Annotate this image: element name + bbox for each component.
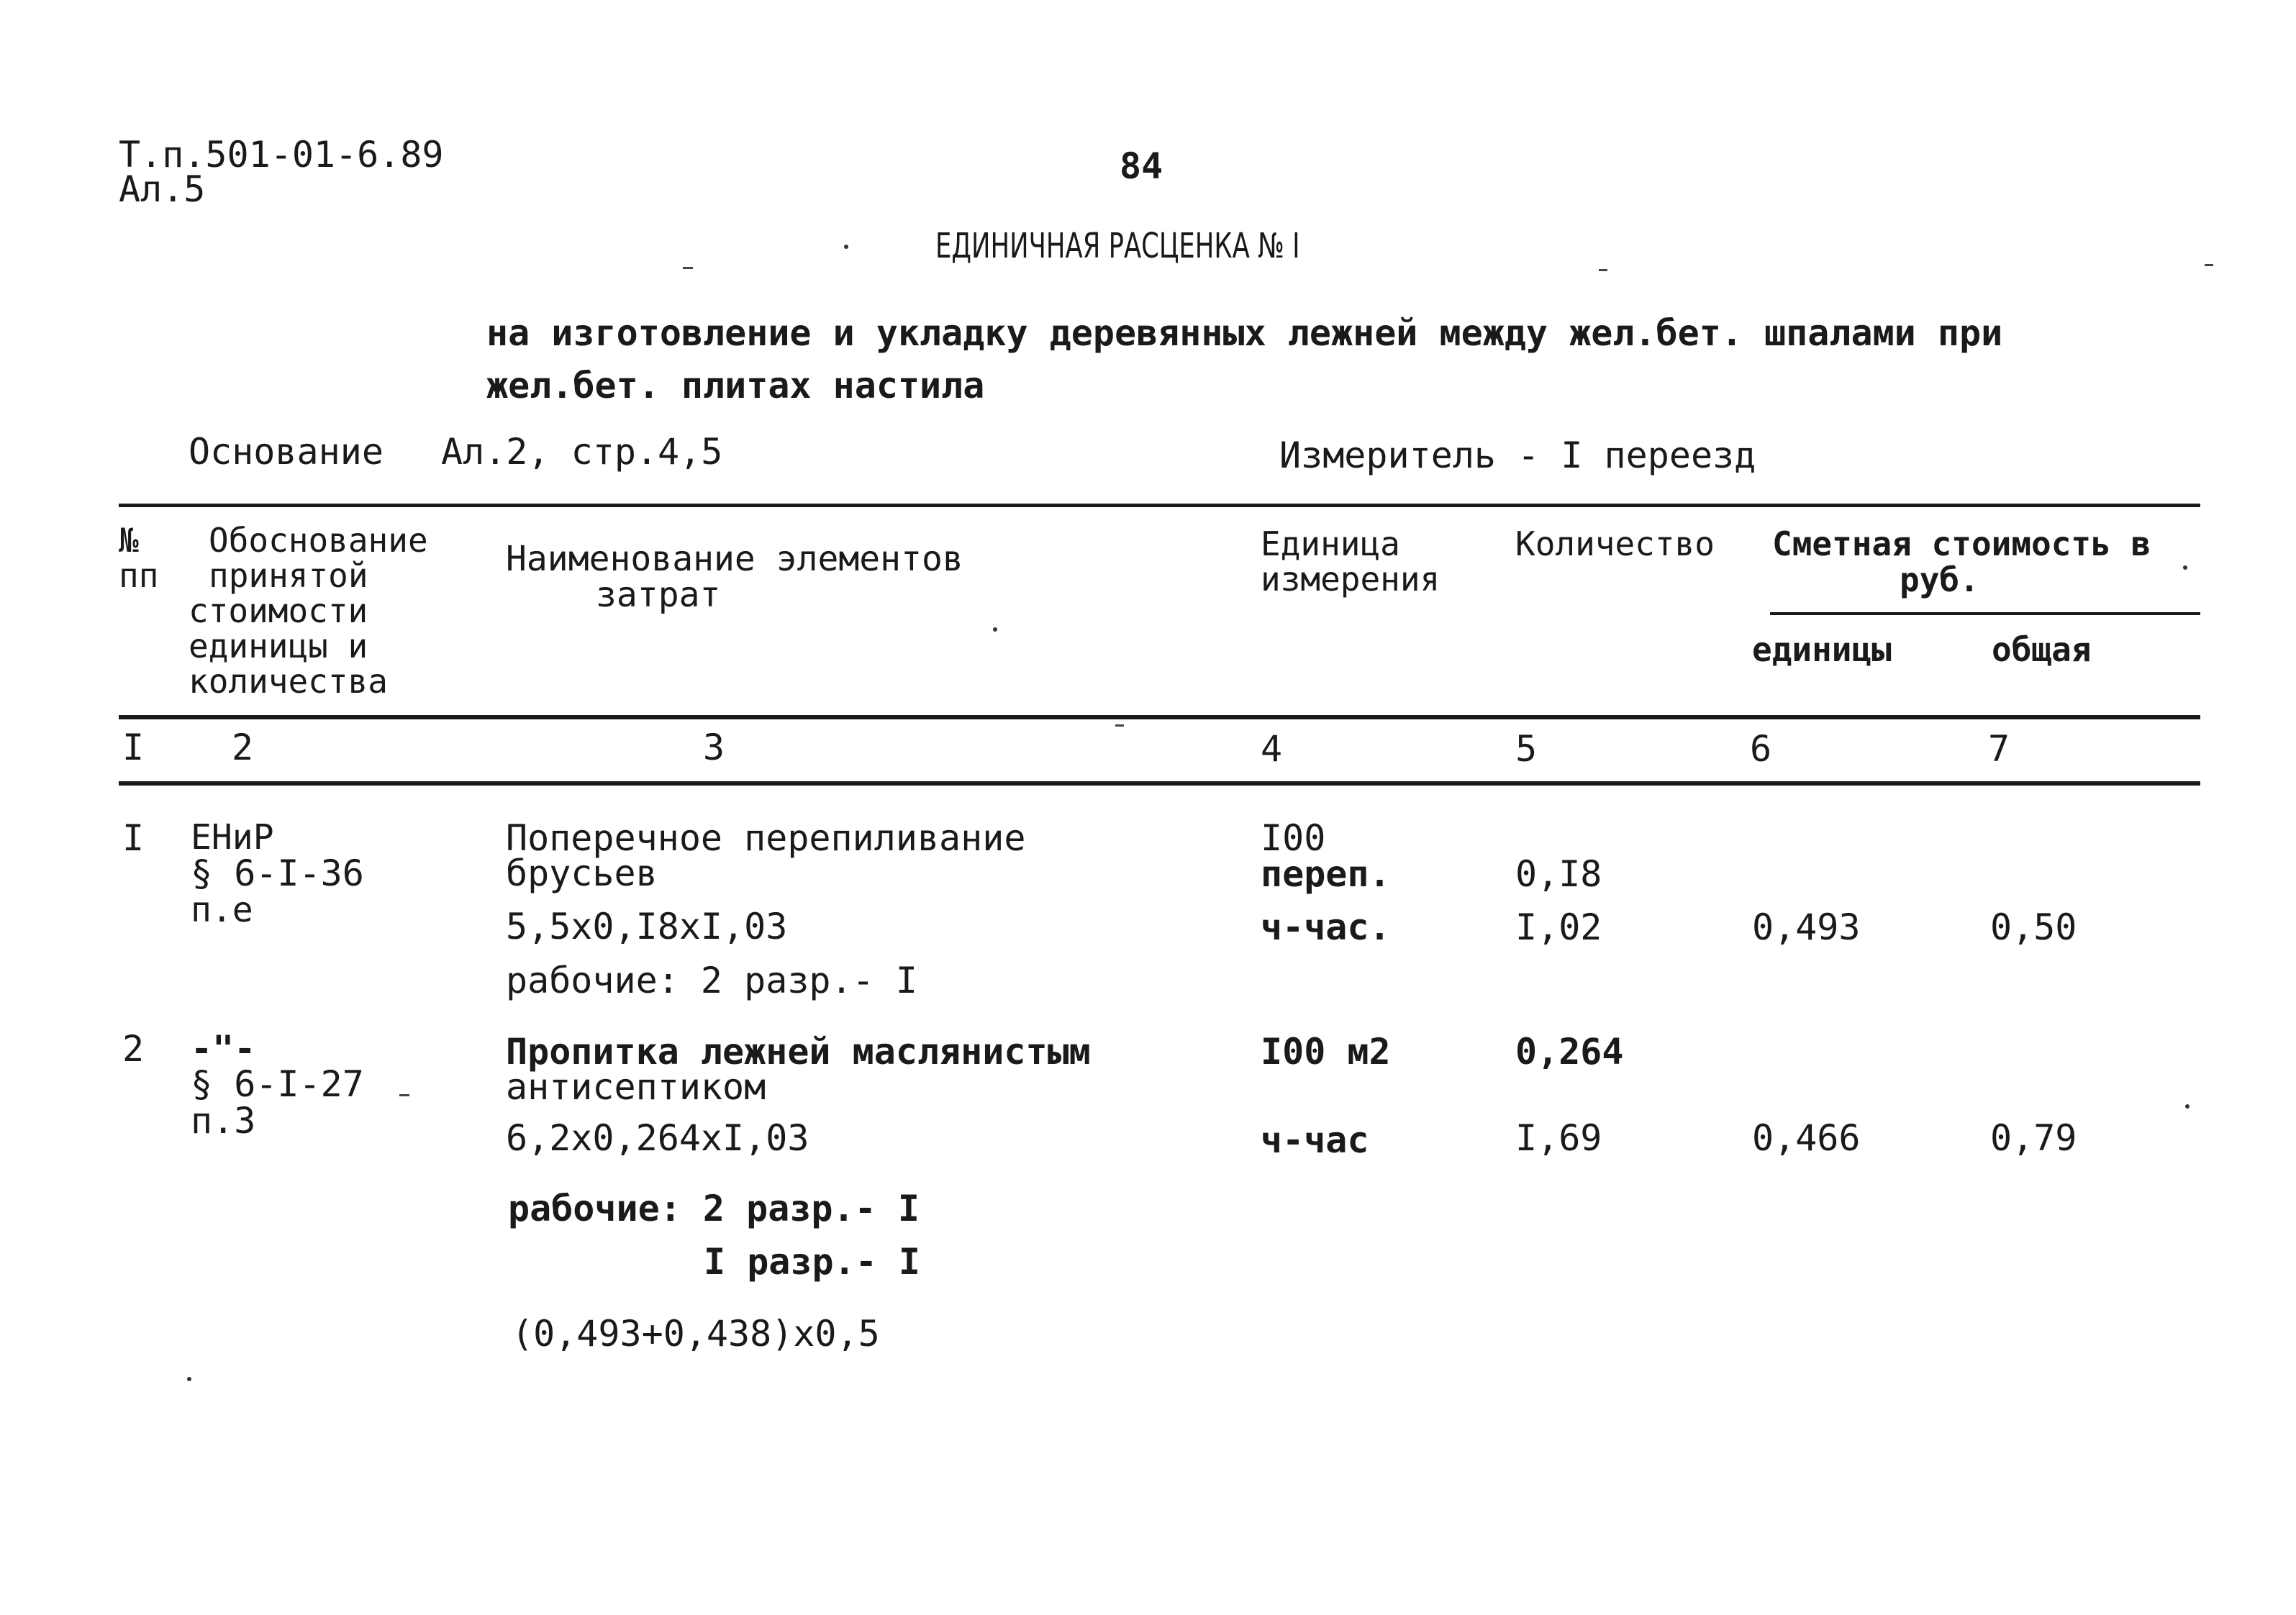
- row-number: I: [122, 817, 145, 859]
- scan-speck: [683, 267, 693, 269]
- column-number: 6: [1750, 728, 1772, 770]
- row-basis-line: § 6-I-27: [191, 1063, 364, 1105]
- header-unit-2: измерения: [1261, 560, 1440, 599]
- row-cost-total: 0,50: [1990, 906, 2077, 948]
- header-no-pp: пп: [119, 556, 159, 595]
- row-item-name: антисептиком: [506, 1066, 766, 1108]
- row-cost-unit: 0,466: [1752, 1117, 1861, 1159]
- header-basis-line: единицы и: [189, 627, 368, 665]
- document-title: ЕДИНИЧНАЯ РАСЦЕНКА № I: [935, 226, 1300, 266]
- row-basis-line: п.3: [191, 1100, 256, 1142]
- header-basis-line: Обоснование: [209, 521, 428, 560]
- basis-value: Ал.2, стр.4,5: [441, 431, 723, 473]
- column-number: I: [122, 727, 145, 768]
- row-unit: I00 м2: [1261, 1031, 1391, 1073]
- header-cost-unit: единицы: [1752, 630, 1892, 669]
- row-calculation: (0,493+0,438)х0,5: [512, 1313, 880, 1355]
- row-quantity: 0,I8: [1515, 853, 1602, 895]
- header-name: Наименование элементов: [506, 539, 963, 579]
- row-cost-total: 0,79: [1990, 1117, 2077, 1159]
- scan-speck: [1599, 269, 1607, 271]
- column-number-rule: [119, 781, 2200, 786]
- cost-header-rule: [1770, 612, 2200, 615]
- row-workers: I разр.- I: [704, 1241, 921, 1283]
- row-unit: переп.: [1261, 853, 1391, 895]
- album-number: Ал.5: [119, 168, 206, 210]
- row-formula: 5,5х0,I8хI,03: [506, 906, 788, 947]
- scan-speck: [399, 1094, 409, 1096]
- row-basis-line: п.е: [191, 890, 253, 930]
- row-item-name: брусьев: [506, 852, 658, 894]
- scan-speck: [2183, 565, 2187, 570]
- scan-speck: [2205, 264, 2213, 266]
- basis-label: Основание: [189, 431, 384, 473]
- column-number: 7: [1988, 728, 2010, 770]
- column-number: 3: [703, 727, 725, 768]
- row-basis-line: -"-: [191, 1028, 256, 1070]
- header-basis-line: стоимости: [189, 591, 368, 630]
- column-number: 5: [1515, 728, 1538, 770]
- row-basis-line: § 6-I-36: [191, 852, 364, 894]
- header-name-2: затрат: [596, 575, 721, 615]
- header-cost: Сметная стоимость в: [1772, 524, 2151, 563]
- scan-speck: [844, 245, 848, 249]
- row-workers: рабочие: 2 разр.- I: [508, 1188, 920, 1229]
- scan-speck: [2185, 1104, 2190, 1109]
- header-unit: Единица: [1261, 524, 1400, 563]
- table-top-rule: [119, 504, 2200, 507]
- subtitle-line-1: на изготовление и укладку деревянных лежней между жел.бет. шпалами при: [486, 312, 2003, 354]
- header-quantity: Количество: [1515, 524, 1715, 563]
- header-basis-line: принятой: [209, 556, 368, 595]
- row-number: 2: [122, 1028, 145, 1070]
- row-basis-line: ЕНиР: [191, 817, 274, 857]
- row-cost-unit: 0,493: [1752, 906, 1861, 948]
- row-quantity: I,02: [1515, 906, 1602, 948]
- header-basis-line: количества: [189, 662, 388, 701]
- row-item-name: Поперечное перепиливание: [506, 817, 1026, 859]
- page-number: 84: [1120, 145, 1163, 187]
- scan-speck: [993, 627, 997, 632]
- header-cost-currency: руб.: [1900, 560, 1979, 599]
- scan-speck: [1115, 724, 1124, 727]
- column-number: 2: [232, 727, 254, 768]
- row-workers: рабочие: 2 разр.- I: [506, 960, 917, 1001]
- header-cost-total: общая: [1992, 630, 2092, 669]
- row-formula: 6,2х0,264хI,03: [506, 1117, 809, 1159]
- row-item-name: Пропитка лежней маслянистым: [506, 1031, 1091, 1073]
- row-unit: ч-час: [1261, 1119, 1369, 1161]
- subtitle-line-2: жел.бет. плитах настила: [486, 365, 985, 406]
- meter: Измеритель - I переезд: [1279, 435, 1756, 476]
- document-code: Т.п.501-01-6.89: [119, 134, 444, 176]
- header-no: №: [119, 521, 139, 560]
- row-unit: ч-час.: [1261, 906, 1391, 948]
- column-number: 4: [1261, 728, 1283, 770]
- header-bottom-rule: [119, 715, 2200, 719]
- scan-speck: [187, 1377, 191, 1381]
- row-quantity: I,69: [1515, 1117, 1602, 1159]
- row-unit: I00: [1261, 817, 1326, 859]
- row-quantity: 0,264: [1515, 1031, 1624, 1073]
